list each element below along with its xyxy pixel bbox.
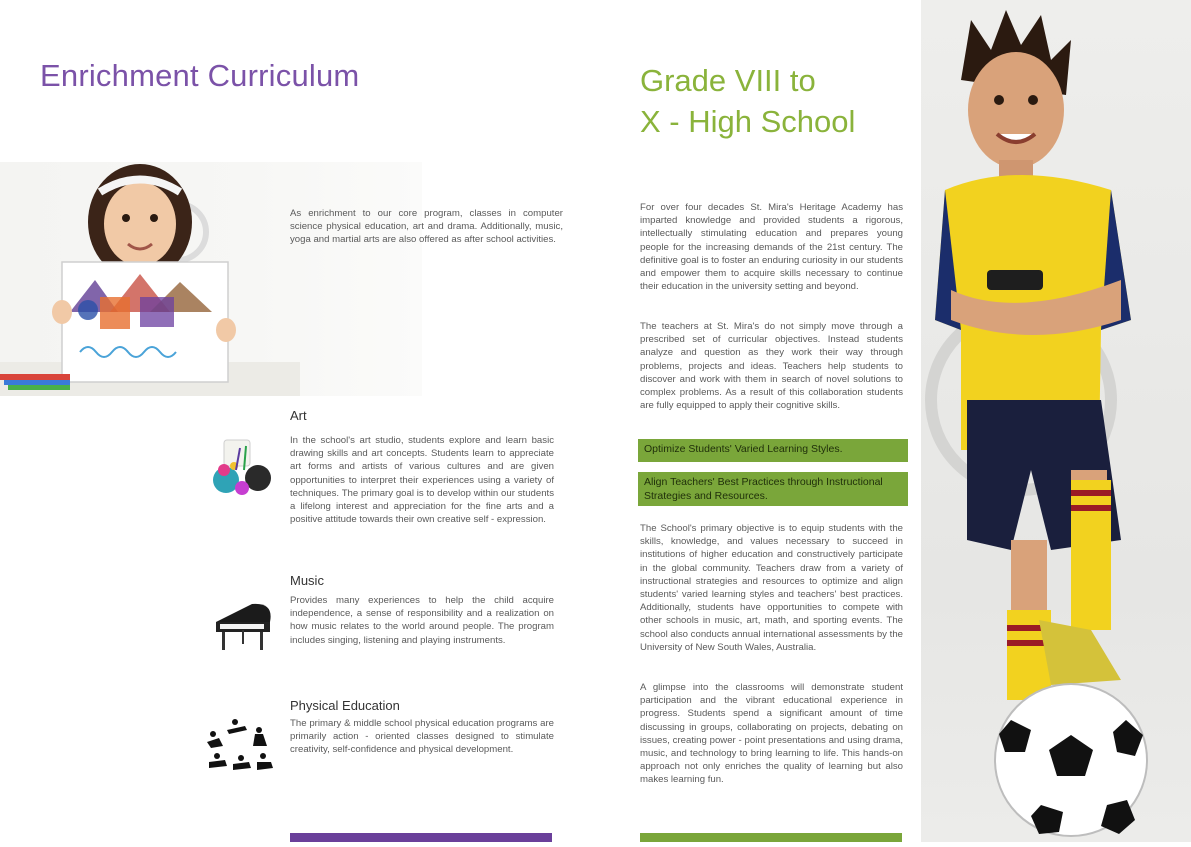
title-line-1: Grade VIII to [640,63,816,98]
music-paragraph: Provides many experiences to help the child acquire independence, a sense of responsibility and a realization on how music relates to the world around people. The program includes singing, listening and playing instruments. [290,595,554,646]
green-footer-bar [640,833,902,842]
left-page-title: Enrichment Curriculum [40,58,360,93]
exercise-figures-icon [203,716,275,774]
physical-education-heading: Physical Education [290,698,400,713]
teachers-paragraph: The teachers at St. Mira's do not simply move through a prescribed set of curricular objectives. Instead students analyze and question as they work their way through problems, projects and ideas. Teachers help students to discover and work with them in search of novel solutions to complex problems. As a result of this collaboration students are fully equipped to apply their cognitive skills. [640,321,903,412]
art-paragraph: In the school's art studio, students explore and learn basic drawing skills and art concepts. Students learn to appreciate art forms and artists of various cultures and are given opportunities to interpret their experiences using a variety of techniques. The primary goal is to develop within our students a lifelong interest and appreciation for the fine arts and a positive attitude towards their own creative self - expression. [290,435,554,526]
highlight-teacher-practices: Align Teachers' Best Practices through Instructional Strategies and Resources. [638,472,908,506]
heritage-paragraph: For over four decades St. Mira's Heritage Academy has imparted knowledge and provided students a rigorous, intellectually stimulating education and prepares young people for the increasing demands of the 21st century. The definitive goal is to foster an enduring curiosity in our students and empower them to acquire skills necessary to continue their education in the university setting and beyond. [640,202,903,293]
right-page-title [640,60,855,142]
enrichment-intro-paragraph: As enrichment to our core program, classes in computer science physical education, art and drama. Additionally, music, yoga and martial arts are also offered as after school activities. [290,208,563,246]
classroom-paragraph: A glimpse into the classrooms will demonstrate student participation and the vibrant educational experience in progress. Students spend a significant amount of time discussing in groups, collaborating on projects, debating on issues, creating power - point presentations and using drama, music, and technology to bring learning to life. This hands-on approach not only enriches the quality of learning but also makes learning fun. [640,682,903,786]
grand-piano-icon [212,600,276,654]
boy-football-illustration [921,0,1191,842]
highlight-learning-styles: Optimize Students' Varied Learning Styles. [638,439,908,462]
purple-footer-bar [290,833,552,842]
boy-with-football-photo [921,0,1191,842]
music-heading: Music [290,573,324,588]
girl-with-drawing-photo [0,162,422,396]
objective-paragraph: The School's primary objective is to equip students with the skills, knowledge, and values necessary to succeed in institutions of higher education and constructively participate in the global community. Teachers draw from a variety of instructional strategies and resources to optimize and align students' varied learning styles and teachers' best practices. Additionally, students have opportunities to compete with other schools in music, art, math, and sporting events. The school also conducts annual international assessments by the University of New South Wales, Australia. [640,523,903,653]
girl-drawing-illustration [0,162,422,396]
paint-palette-icon [210,436,274,496]
physical-education-paragraph: The primary & middle school physical education programs are primarily action - oriented classes designed to stimulate creativity, self-confidence and physical development. [290,718,554,756]
art-heading: Art [290,408,307,423]
title-line-2: X - High School [640,104,856,139]
